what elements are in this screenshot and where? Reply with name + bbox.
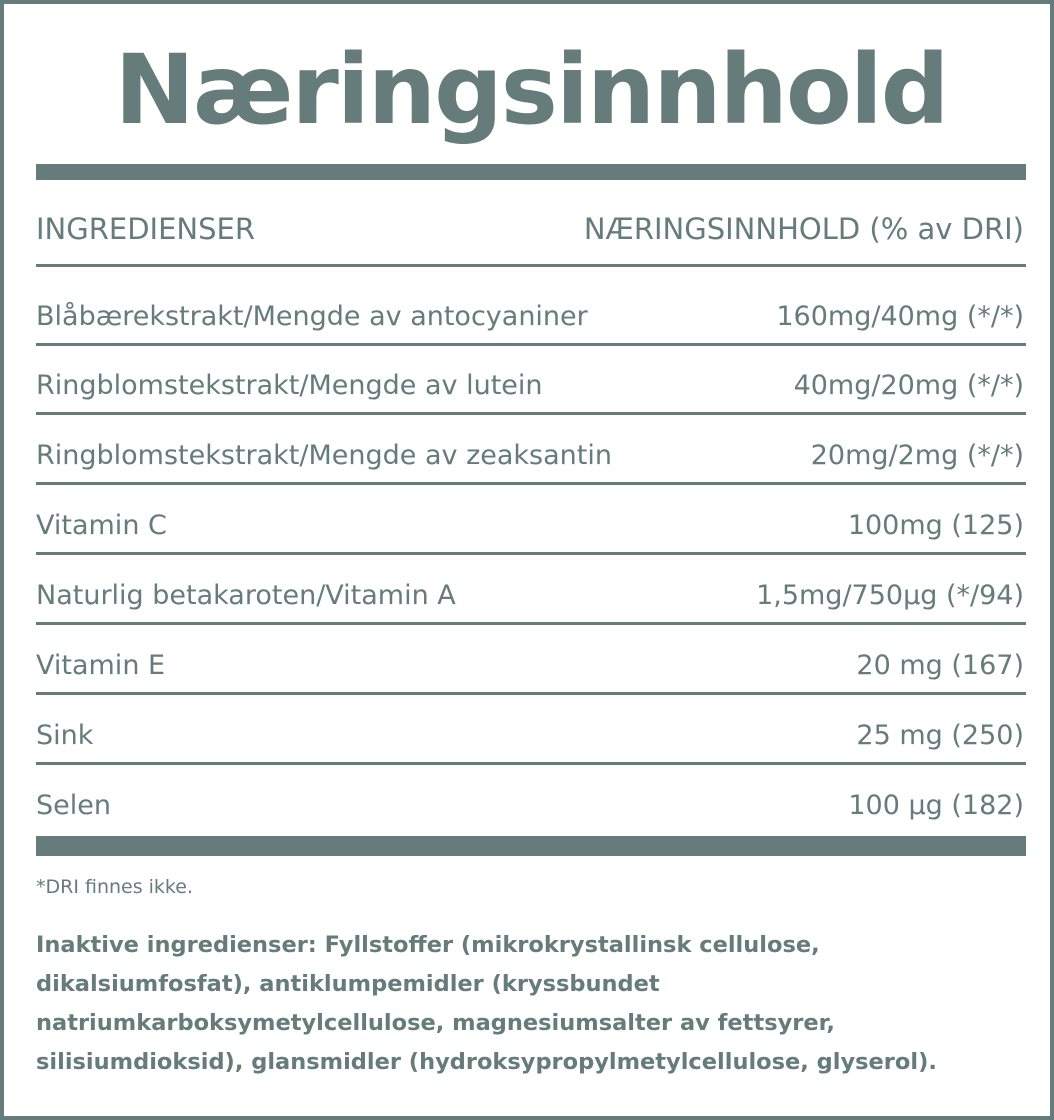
ingredient-name: Ringblomstekstrakt/Mengde av zeaksantin	[36, 439, 612, 471]
ingredient-amount: 100mg (125)	[847, 509, 1024, 541]
top-divider-bar	[36, 164, 1026, 180]
inactive-ingredients-line: natriumkarboksymetylcellulose, magnesiumsalter av fettsyrer,	[36, 1010, 835, 1036]
inactive-ingredients-line: silisiumdioksid), glansmidler (hydroksypropylmetylcellulose, glyserol).	[36, 1049, 937, 1075]
ingredient-amount: 40mg/20mg (*/*)	[793, 369, 1024, 401]
row-separator	[36, 482, 1026, 485]
table-row	[36, 705, 1024, 765]
inactive-ingredients	[36, 926, 1026, 1082]
table-row	[36, 495, 1024, 555]
ingredient-amount: 25 mg (250)	[856, 719, 1024, 751]
ingredient-amount: 20 mg (167)	[856, 649, 1024, 681]
ingredient-amount: 100 µg (182)	[848, 789, 1024, 821]
table-row	[36, 775, 1024, 835]
ingredients-column-header: INGREDIENSER	[36, 212, 255, 246]
ingredient-name: Ringblomstekstrakt/Mengde av lutein	[36, 369, 543, 401]
table-row	[36, 425, 1024, 485]
ingredient-amount: 160mg/40mg (*/*)	[776, 300, 1024, 332]
row-separator	[36, 552, 1026, 555]
ingredient-amount: 1,5mg/750µg (*/94)	[756, 579, 1024, 611]
row-separator	[36, 762, 1026, 765]
header-separator	[36, 264, 1026, 267]
ingredient-amount: 20mg/2mg (*/*)	[810, 439, 1024, 471]
dri-footnote: *DRI finnes ikke.	[36, 876, 193, 898]
row-separator	[36, 622, 1026, 625]
table-row	[36, 286, 1024, 346]
table-row	[36, 635, 1024, 695]
row-separator	[36, 692, 1026, 695]
ingredient-name: Selen	[36, 789, 111, 821]
ingredient-name: Blåbærekstrakt/Mengde av antocyaniner	[36, 300, 588, 332]
ingredient-name: Naturlig betakaroten/Vitamin A	[36, 579, 456, 611]
page-title: Næringsinnhold	[114, 34, 948, 146]
inactive-ingredients-line: dikalsiumfosfat), antiklumpemidler (kryssbundet	[36, 971, 660, 997]
content-column-header: NÆRINGSINNHOLD (% av DRI)	[583, 212, 1024, 246]
table-row	[36, 355, 1024, 415]
ingredient-name: Vitamin C	[36, 509, 167, 541]
bottom-divider-bar	[36, 836, 1026, 856]
table-header	[36, 202, 1024, 256]
table-row	[36, 565, 1024, 625]
ingredient-name: Sink	[36, 719, 94, 751]
row-separator	[36, 412, 1026, 415]
ingredient-name: Vitamin E	[36, 649, 166, 681]
inactive-ingredients-line: Inaktive ingredienser: Fyllstoffer (mikrokrystallinsk cellulose,	[36, 932, 820, 958]
row-separator	[36, 343, 1026, 346]
